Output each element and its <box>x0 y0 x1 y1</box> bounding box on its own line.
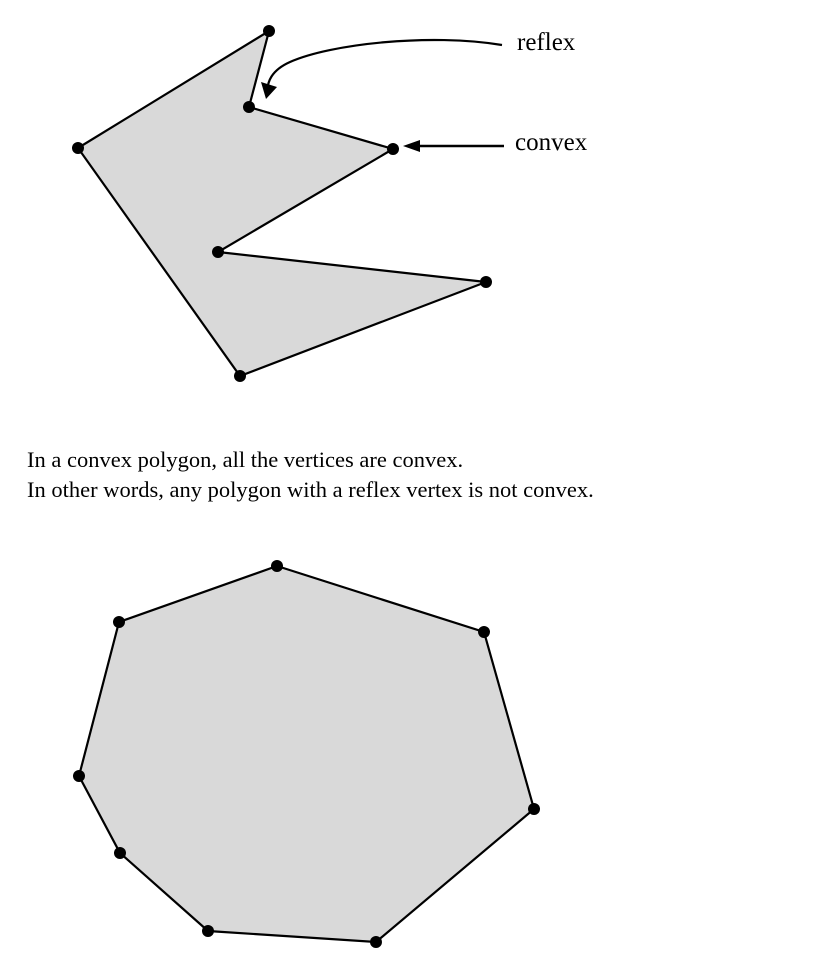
nonconvex-vertex-dot-4-convex <box>480 276 492 288</box>
convex-vertex-dot-2-convex <box>528 803 540 815</box>
explanation-line-2: In other words, any polygon with a reflex vertex is not convex. <box>27 477 594 502</box>
convex-polygon-group <box>73 560 540 948</box>
convex-vertex-dot-6-convex <box>73 770 85 782</box>
nonconvex-vertex-dot-2-convex <box>387 143 399 155</box>
convex-vertex-dot-4-convex <box>202 925 214 937</box>
nonconvex-vertex-dot-0-convex <box>263 25 275 37</box>
nonconvex-polygon-shape <box>78 31 486 376</box>
reflex-annotation-group <box>261 29 576 99</box>
convex-annotation-group <box>403 129 588 156</box>
convex-vertex-dot-0-convex <box>271 560 283 572</box>
convex-vertex-dot-1-convex <box>478 626 490 638</box>
nonconvex-vertex-dot-5-convex <box>234 370 246 382</box>
reflex-arrow-head <box>261 82 277 99</box>
convex-vertex-dot-7-convex <box>113 616 125 628</box>
convex-polygon-shape <box>79 566 534 942</box>
nonconvex-polygon-group <box>72 25 492 382</box>
convex-vertex-dot-3-convex <box>370 936 382 948</box>
explanation-line-1: In a convex polygon, all the vertices are convex. <box>27 447 464 472</box>
nonconvex-vertex-dot-1-reflex <box>243 101 255 113</box>
nonconvex-vertex-dot-3-reflex <box>212 246 224 258</box>
reflex-label: reflex <box>517 29 576 56</box>
reflex-leader-curve <box>268 40 502 94</box>
convex-vertex-dot-5-convex <box>114 847 126 859</box>
convex-label: convex <box>515 129 588 156</box>
nonconvex-vertex-dot-6-convex <box>72 142 84 154</box>
convex-arrow-head <box>403 140 420 152</box>
